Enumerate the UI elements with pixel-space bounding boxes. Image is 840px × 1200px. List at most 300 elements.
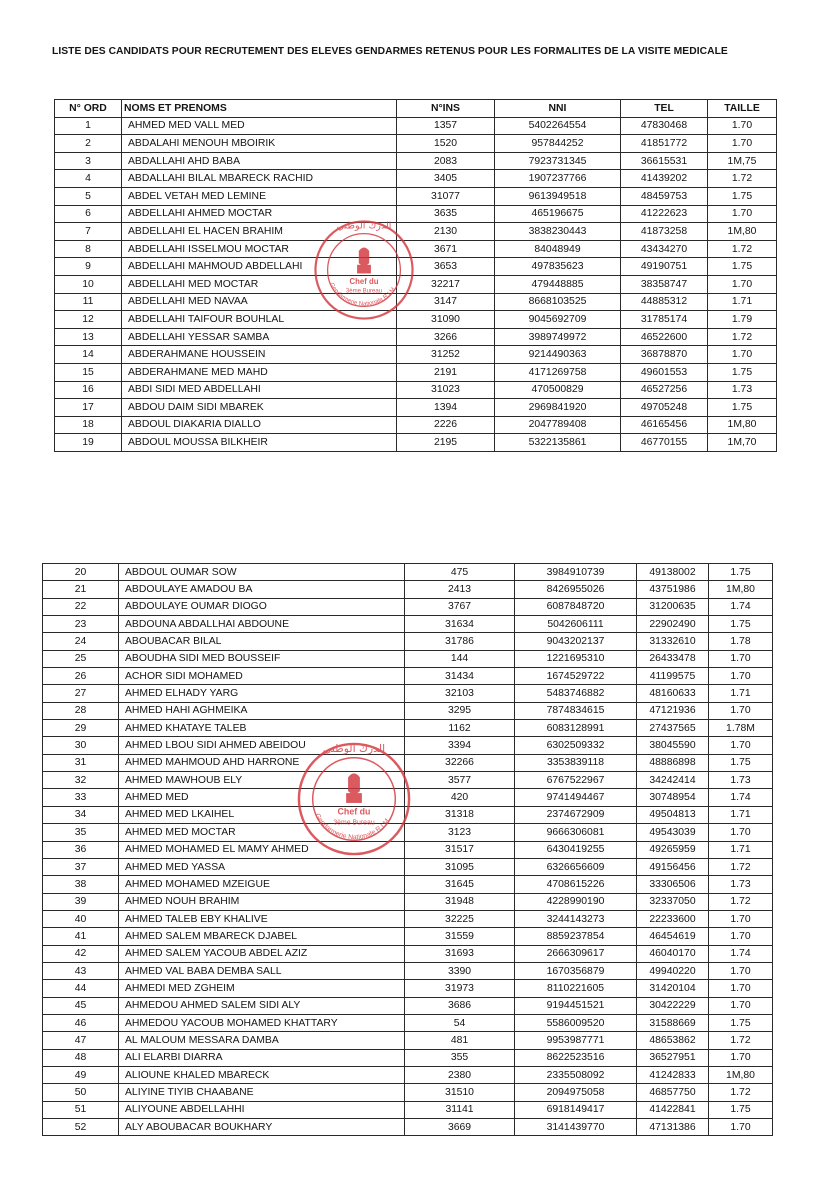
row-tel: 46770155 <box>621 434 708 452</box>
table-row <box>55 311 777 329</box>
table-row <box>55 363 777 381</box>
row-ins: 2226 <box>397 416 495 434</box>
row-taille: 1.70 <box>709 737 773 754</box>
row-tel: 31420104 <box>637 980 709 997</box>
table-row <box>43 650 773 667</box>
stamp-ring: Gendarmerie Nationale R.I.M <box>327 282 397 308</box>
row-taille: 1.72 <box>708 170 777 188</box>
row-ord: 7 <box>55 223 122 241</box>
row-nni: 8622523516 <box>515 1049 637 1066</box>
row-ord: 39 <box>43 893 119 910</box>
row-tel: 49156456 <box>637 858 709 875</box>
row-ord: 32 <box>43 772 119 789</box>
row-ins: 3123 <box>405 824 515 841</box>
row-name: AHMED ELHADY YARG <box>119 685 405 702</box>
row-taille: 1.74 <box>709 945 773 962</box>
row-name: ABDOU DAIM SIDI MBAREK <box>122 399 397 417</box>
row-nni: 3141439770 <box>515 1119 637 1136</box>
row-ord: 49 <box>43 1066 119 1083</box>
row-name: ABDELLAHI MED MOCTAR <box>122 275 397 293</box>
row-ins: 31434 <box>405 668 515 685</box>
row-nni: 2969841920 <box>495 399 621 417</box>
row-ins: 31023 <box>397 381 495 399</box>
row-tel: 31332610 <box>637 633 709 650</box>
row-nni: 8110221605 <box>515 980 637 997</box>
row-ord: 41 <box>43 928 119 945</box>
row-ord: 50 <box>43 1084 119 1101</box>
row-name: ABDERAHMANE HOUSSEIN <box>122 346 397 364</box>
row-tel: 22233600 <box>637 910 709 927</box>
row-taille: 1.70 <box>709 824 773 841</box>
row-name: ABDALAHI MENOUH MBOIRIK <box>122 135 397 153</box>
row-name: AHMED MED YASSA <box>119 858 405 875</box>
row-ins: 1520 <box>397 135 495 153</box>
row-tel: 49543039 <box>637 824 709 841</box>
row-ins: 2413 <box>405 581 515 598</box>
table-header-row <box>55 100 777 118</box>
row-nni: 497835623 <box>495 258 621 276</box>
row-tel: 38045590 <box>637 737 709 754</box>
row-ord: 46 <box>43 1014 119 1031</box>
table-row <box>43 772 773 789</box>
header-tel: TEL <box>621 100 708 118</box>
row-ord: 45 <box>43 997 119 1014</box>
row-nni: 7874834615 <box>515 702 637 719</box>
row-tel: 48459753 <box>621 187 708 205</box>
row-nni: 1907237766 <box>495 170 621 188</box>
table-row <box>43 564 773 581</box>
row-name: ABOUBACAR BILAL <box>119 633 405 650</box>
row-tel: 41851772 <box>621 135 708 153</box>
table-row <box>55 152 777 170</box>
row-name: AHMED SALEM MBARECK DJABEL <box>119 928 405 945</box>
row-name: AHMED MED <box>119 789 405 806</box>
table-row <box>43 1119 773 1136</box>
header-name: NOMS ET PRENOMS <box>122 100 397 118</box>
row-name: AHMED VAL BABA DEMBA SALL <box>119 962 405 979</box>
row-ord: 31 <box>43 754 119 771</box>
row-ins: 32217 <box>397 275 495 293</box>
row-name: AHMED MED LKAIHEL <box>119 806 405 823</box>
table-row <box>55 135 777 153</box>
row-ins: 31090 <box>397 311 495 329</box>
table-row <box>55 223 777 241</box>
row-tel: 49504813 <box>637 806 709 823</box>
row-ord: 15 <box>55 363 122 381</box>
row-tel: 30422229 <box>637 997 709 1014</box>
table-row <box>43 806 773 823</box>
stamp-line1: Chef du <box>337 806 371 817</box>
row-name: AHMED MED MOCTAR <box>119 824 405 841</box>
row-ord: 16 <box>55 381 122 399</box>
row-ord: 12 <box>55 311 122 329</box>
row-nni: 84048949 <box>495 240 621 258</box>
row-ins: 3394 <box>405 737 515 754</box>
table-row <box>55 170 777 188</box>
row-taille: 1.79 <box>708 311 777 329</box>
row-nni: 8426955026 <box>515 581 637 598</box>
row-name: ALI ELARBI DIARRA <box>119 1049 405 1066</box>
row-name: ABOUDHA SIDI MED BOUSSEIF <box>119 650 405 667</box>
row-taille: 1M,80 <box>709 581 773 598</box>
row-ord: 25 <box>43 650 119 667</box>
row-ins: 3295 <box>405 702 515 719</box>
row-ins: 1357 <box>397 117 495 135</box>
row-tel: 27437565 <box>637 720 709 737</box>
row-ord: 22 <box>43 598 119 615</box>
row-nni: 9214490363 <box>495 346 621 364</box>
row-ord: 11 <box>55 293 122 311</box>
row-ord: 18 <box>55 416 122 434</box>
row-ins: 3390 <box>405 962 515 979</box>
row-taille: 1.70 <box>709 997 773 1014</box>
stamp-arabic: الدرك الوطني <box>322 741 386 755</box>
row-nni: 2335508092 <box>515 1066 637 1083</box>
table-row <box>43 945 773 962</box>
row-taille: 1M,80 <box>708 223 777 241</box>
row-tel: 41199575 <box>637 668 709 685</box>
row-name: ABDOUNA ABDALLHAI ABDOUNE <box>119 616 405 633</box>
row-taille: 1.70 <box>709 928 773 945</box>
row-tel: 48886898 <box>637 754 709 771</box>
row-ord: 42 <box>43 945 119 962</box>
table-row <box>43 1014 773 1031</box>
row-ord: 40 <box>43 910 119 927</box>
row-taille: 1.78M <box>709 720 773 737</box>
row-ins: 3405 <box>397 170 495 188</box>
row-name: AL MALOUM MESSARA DAMBA <box>119 1032 405 1049</box>
row-taille: 1.75 <box>708 258 777 276</box>
row-taille: 1.70 <box>709 980 773 997</box>
row-name: ABDELLAHI TAIFOUR BOUHLAL <box>122 311 397 329</box>
table-row <box>43 789 773 806</box>
row-ins: 2380 <box>405 1066 515 1083</box>
table-row <box>43 962 773 979</box>
header-taille: TAILLE <box>708 100 777 118</box>
table-row <box>43 633 773 650</box>
row-taille: 1M,70 <box>708 434 777 452</box>
table-row <box>55 416 777 434</box>
row-ord: 17 <box>55 399 122 417</box>
row-tel: 44885312 <box>621 293 708 311</box>
row-ins: 2191 <box>397 363 495 381</box>
row-ins: 31559 <box>405 928 515 945</box>
row-tel: 33306506 <box>637 876 709 893</box>
row-nni: 7923731345 <box>495 152 621 170</box>
row-nni: 1674529722 <box>515 668 637 685</box>
row-name: AHMEDI MED ZGHEIM <box>119 980 405 997</box>
row-ins: 3147 <box>397 293 495 311</box>
row-nni: 9194451521 <box>515 997 637 1014</box>
row-tel: 49190751 <box>621 258 708 276</box>
row-nni: 470500829 <box>495 381 621 399</box>
row-name: ABDELLAHI EL HACEN BRAHIM <box>122 223 397 241</box>
row-ins: 31141 <box>405 1101 515 1118</box>
row-nni: 2374672909 <box>515 806 637 823</box>
row-tel: 41873258 <box>621 223 708 241</box>
row-tel: 41422841 <box>637 1101 709 1118</box>
row-taille: 1.75 <box>708 187 777 205</box>
row-ins: 32266 <box>405 754 515 771</box>
table-row <box>43 685 773 702</box>
row-taille: 1.71 <box>709 806 773 823</box>
row-tel: 47121936 <box>637 702 709 719</box>
table-row <box>43 1066 773 1083</box>
row-ins: 3577 <box>405 772 515 789</box>
row-ins: 31252 <box>397 346 495 364</box>
table-row <box>55 328 777 346</box>
row-ins: 31693 <box>405 945 515 962</box>
row-taille: 1.70 <box>709 668 773 685</box>
row-ord: 2 <box>55 135 122 153</box>
row-tel: 36615531 <box>621 152 708 170</box>
row-taille: 1.72 <box>709 858 773 875</box>
table-row <box>43 754 773 771</box>
row-name: ABDI SIDI MED ABDELLAHI <box>122 381 397 399</box>
row-name: AHMED NOUH BRAHIM <box>119 893 405 910</box>
row-taille: 1.75 <box>709 754 773 771</box>
row-ins: 144 <box>405 650 515 667</box>
row-ins: 31077 <box>397 187 495 205</box>
row-tel: 36527951 <box>637 1049 709 1066</box>
row-nni: 3353839118 <box>515 754 637 771</box>
row-ord: 19 <box>55 434 122 452</box>
row-ord: 52 <box>43 1119 119 1136</box>
row-taille: 1.70 <box>708 205 777 223</box>
row-tel: 46522600 <box>621 328 708 346</box>
row-nni: 4171269758 <box>495 363 621 381</box>
row-taille: 1.70 <box>709 702 773 719</box>
row-name: AHMEDOU AHMED SALEM SIDI ALY <box>119 997 405 1014</box>
row-name: ABDOUL DIAKARIA DIALLO <box>122 416 397 434</box>
row-ins: 31095 <box>405 858 515 875</box>
row-ord: 10 <box>55 275 122 293</box>
row-tel: 49601553 <box>621 363 708 381</box>
row-tel: 26433478 <box>637 650 709 667</box>
row-nni: 479448885 <box>495 275 621 293</box>
row-ord: 20 <box>43 564 119 581</box>
row-taille: 1.70 <box>709 962 773 979</box>
row-nni: 5586009520 <box>515 1014 637 1031</box>
row-taille: 1.72 <box>708 328 777 346</box>
row-name: ACHOR SIDI MOHAMED <box>119 668 405 685</box>
row-taille: 1.72 <box>709 893 773 910</box>
table-row <box>43 841 773 858</box>
row-tel: 34242414 <box>637 772 709 789</box>
row-taille: 1.75 <box>709 616 773 633</box>
row-name: AHMED SALEM YACOUB ABDEL AZIZ <box>119 945 405 962</box>
table-row <box>55 205 777 223</box>
candidates-table-page1 <box>54 99 777 452</box>
row-ins: 31786 <box>405 633 515 650</box>
row-taille: 1.78 <box>709 633 773 650</box>
row-taille: 1.70 <box>708 275 777 293</box>
candidates-table-page2 <box>42 563 773 1136</box>
row-ord: 35 <box>43 824 119 841</box>
row-ins: 31634 <box>405 616 515 633</box>
row-ord: 24 <box>43 633 119 650</box>
row-taille: 1.73 <box>709 772 773 789</box>
row-name: ABDOULAYE AMADOU BA <box>119 581 405 598</box>
row-tel: 38358747 <box>621 275 708 293</box>
row-ord: 48 <box>43 1049 119 1066</box>
row-tel: 32337050 <box>637 893 709 910</box>
row-taille: 1.75 <box>709 1014 773 1031</box>
header-ord: N° ORD <box>55 100 122 118</box>
row-taille: 1.72 <box>708 240 777 258</box>
row-ins: 355 <box>405 1049 515 1066</box>
row-ins: 31948 <box>405 893 515 910</box>
row-nni: 9613949518 <box>495 187 621 205</box>
row-name: ABDELLAHI MAHMOUD ABDELLAHI <box>122 258 397 276</box>
row-ord: 27 <box>43 685 119 702</box>
row-taille: 1M,80 <box>708 416 777 434</box>
row-taille: 1.73 <box>708 381 777 399</box>
row-taille: 1.74 <box>709 598 773 615</box>
row-ins: 3669 <box>405 1119 515 1136</box>
row-nni: 3989749972 <box>495 328 621 346</box>
row-nni: 9043202137 <box>515 633 637 650</box>
header-nni: NNI <box>495 100 621 118</box>
row-nni: 6430419255 <box>515 841 637 858</box>
row-taille: 1.74 <box>709 789 773 806</box>
row-ord: 6 <box>55 205 122 223</box>
row-taille: 1.75 <box>709 1101 773 1118</box>
row-nni: 2094975058 <box>515 1084 637 1101</box>
row-nni: 9953987771 <box>515 1032 637 1049</box>
row-ins: 1162 <box>405 720 515 737</box>
row-ord: 29 <box>43 720 119 737</box>
row-ins: 1394 <box>397 399 495 417</box>
table-row <box>43 1084 773 1101</box>
row-nni: 6087848720 <box>515 598 637 615</box>
row-nni: 6302509332 <box>515 737 637 754</box>
row-name: AHMED TALEB EBY KHALIVE <box>119 910 405 927</box>
row-tel: 36878870 <box>621 346 708 364</box>
row-name: AHMEDOU YACOUB MOHAMED KHATTARY <box>119 1014 405 1031</box>
row-taille: 1.72 <box>709 1084 773 1101</box>
row-tel: 48653862 <box>637 1032 709 1049</box>
table-row <box>55 258 777 276</box>
row-nni: 4708615226 <box>515 876 637 893</box>
row-name: ALY ABOUBACAR BOUKHARY <box>119 1119 405 1136</box>
row-name: ABDELLAHI MED NAVAA <box>122 293 397 311</box>
row-ord: 4 <box>55 170 122 188</box>
row-tel: 43751986 <box>637 581 709 598</box>
row-ord: 14 <box>55 346 122 364</box>
row-name: ALIYOUNE ABDELLAHHI <box>119 1101 405 1118</box>
row-tel: 43434270 <box>621 240 708 258</box>
row-name: AHMED LBOU SIDI AHMED ABEIDOU <box>119 737 405 754</box>
table-row <box>55 275 777 293</box>
row-ins: 54 <box>405 1014 515 1031</box>
row-ins: 3671 <box>397 240 495 258</box>
stamp-line2: 3ème Bureau <box>333 819 375 827</box>
table-row <box>43 720 773 737</box>
table-row <box>55 240 777 258</box>
row-taille: 1M,75 <box>708 152 777 170</box>
row-ord: 37 <box>43 858 119 875</box>
row-nni: 6326656609 <box>515 858 637 875</box>
row-tel: 47131386 <box>637 1119 709 1136</box>
table-row <box>55 117 777 135</box>
row-nni: 465196675 <box>495 205 621 223</box>
table-row <box>43 616 773 633</box>
row-tel: 49940220 <box>637 962 709 979</box>
row-taille: 1.70 <box>708 135 777 153</box>
row-nni: 8859237854 <box>515 928 637 945</box>
row-tel: 22902490 <box>637 616 709 633</box>
row-ord: 26 <box>43 668 119 685</box>
table-row <box>43 824 773 841</box>
row-taille: 1.71 <box>709 841 773 858</box>
table-row <box>43 598 773 615</box>
row-tel: 46527256 <box>621 381 708 399</box>
row-taille: 1.75 <box>708 363 777 381</box>
row-nni: 1221695310 <box>515 650 637 667</box>
row-name: ABDALLAHI AHD BABA <box>122 152 397 170</box>
row-taille: 1.70 <box>709 910 773 927</box>
table-row <box>43 858 773 875</box>
row-name: AHMED KHATAYE TALEB <box>119 720 405 737</box>
table-row <box>43 668 773 685</box>
row-name: ABDELLAHI ISSELMOU MOCTAR <box>122 240 397 258</box>
row-nni: 9045692709 <box>495 311 621 329</box>
row-ins: 2130 <box>397 223 495 241</box>
row-ord: 13 <box>55 328 122 346</box>
row-ins: 475 <box>405 564 515 581</box>
row-name: ABDELLAHI YESSAR SAMBA <box>122 328 397 346</box>
row-name: AHMED MOHAMED MZEIGUE <box>119 876 405 893</box>
row-tel: 30748954 <box>637 789 709 806</box>
row-name: ALIYINE TIYIB CHAABANE <box>119 1084 405 1101</box>
row-ins: 32225 <box>405 910 515 927</box>
row-nni: 5402264554 <box>495 117 621 135</box>
row-name: ABDEL VETAH MED LEMINE <box>122 187 397 205</box>
row-taille: 1.75 <box>708 399 777 417</box>
row-nni: 2047789408 <box>495 416 621 434</box>
row-taille: 1.73 <box>709 876 773 893</box>
row-nni: 3984910739 <box>515 564 637 581</box>
row-ord: 44 <box>43 980 119 997</box>
row-ins: 420 <box>405 789 515 806</box>
row-taille: 1M,80 <box>709 1066 773 1083</box>
row-ord: 3 <box>55 152 122 170</box>
row-tel: 46165456 <box>621 416 708 434</box>
row-ord: 33 <box>43 789 119 806</box>
row-ins: 3653 <box>397 258 495 276</box>
row-taille: 1.75 <box>709 564 773 581</box>
table-row <box>43 893 773 910</box>
page-title: LISTE DES CANDIDATS POUR RECRUTEMENT DES ELEVES GENDARMES RETENUS POUR LES FORMALITES DE LA VISITE MEDICALE <box>52 46 728 57</box>
row-name: AHMED MED VALL MED <box>122 117 397 135</box>
row-taille: 1.70 <box>708 117 777 135</box>
row-tel: 41242833 <box>637 1066 709 1083</box>
row-nni: 2666309617 <box>515 945 637 962</box>
table-row <box>43 581 773 598</box>
table-row <box>55 293 777 311</box>
row-nni: 6083128991 <box>515 720 637 737</box>
row-nni: 1670356879 <box>515 962 637 979</box>
row-ord: 36 <box>43 841 119 858</box>
row-name: ABDERAHMANE MED MAHD <box>122 363 397 381</box>
row-taille: 1.70 <box>709 650 773 667</box>
row-ins: 481 <box>405 1032 515 1049</box>
stamp-line1: Chef du <box>349 276 379 286</box>
row-ord: 21 <box>43 581 119 598</box>
table-row <box>43 928 773 945</box>
row-ord: 30 <box>43 737 119 754</box>
